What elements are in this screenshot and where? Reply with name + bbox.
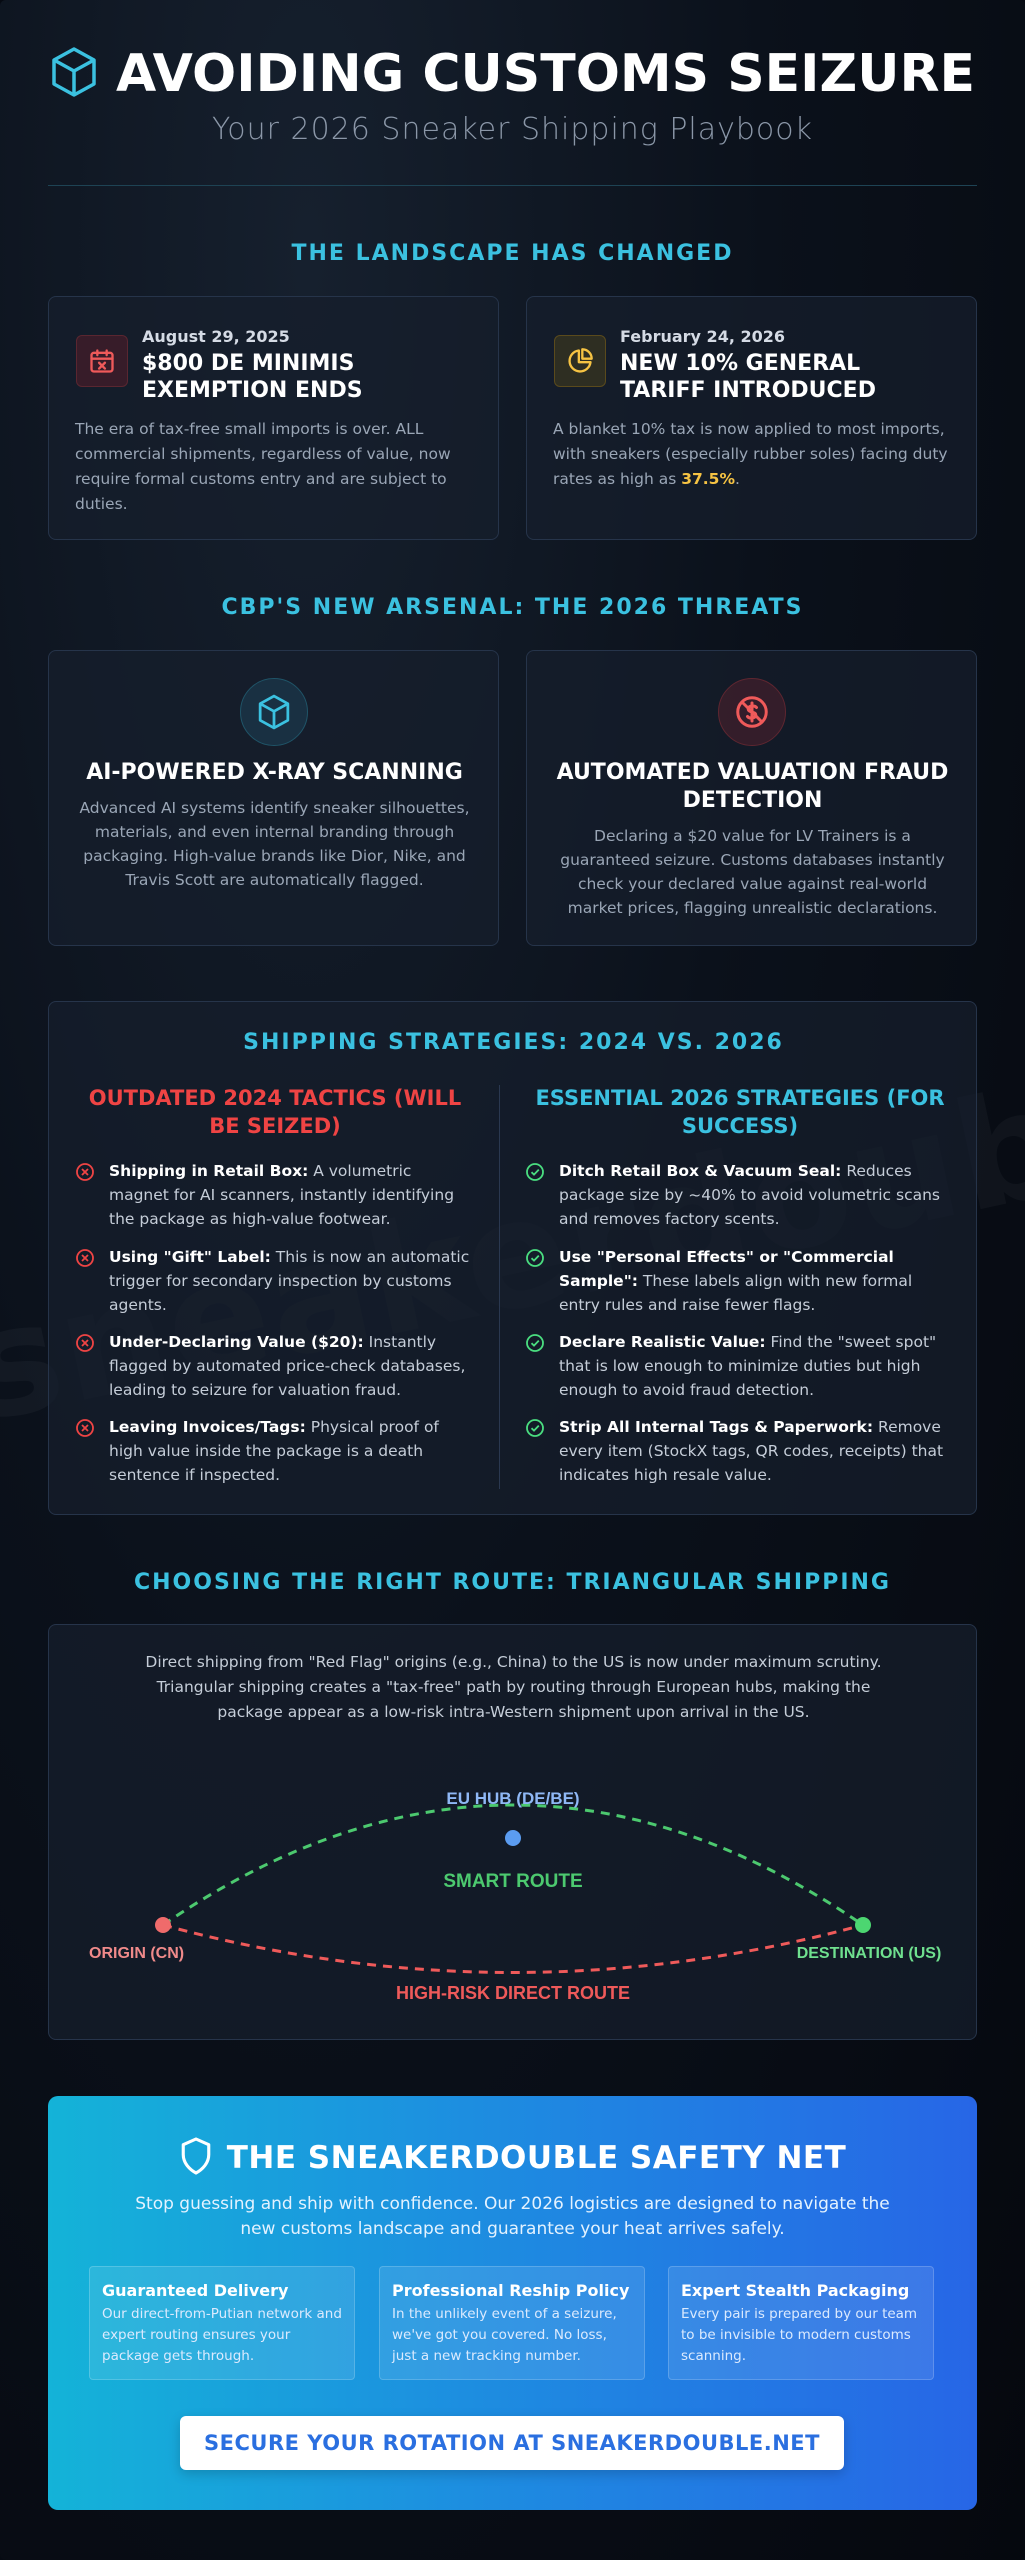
cube-icon	[240, 678, 308, 746]
item-text	[559, 1330, 955, 1402]
card-body	[553, 417, 953, 492]
safety-subtitle: Stop guessing and ship with confidence. Our 2026 logistics are designed to navigate the new customs landscape and guarantee your heat arrives safely.	[135, 2194, 890, 2239]
origin-node	[155, 1917, 171, 1933]
item-label: Ditch Retail Box & Vacuum Seal:	[559, 1162, 842, 1180]
route-intro: Direct shipping from "Red Flag" origins (e.g., China) to the US is now under maximum scrutiny. Triangular shipping creates a "tax-free" path by routing through European hubs, making the package appear as a low-risk intra-Western shipment upon arrival in the US.	[145, 1653, 882, 1721]
calendar-x-icon	[76, 335, 128, 387]
card-body: The era of tax-free small imports is over. ALL commercial shipments, regardless of value, now require formal customs entry and are subject to duties.	[75, 420, 451, 513]
card-date: August 29, 2025	[142, 327, 290, 346]
threat-title: AI-POWERED X-RAY SCANNING	[86, 760, 463, 785]
route-diagram	[49, 1625, 978, 2041]
essential-item	[525, 1330, 955, 1402]
smart-route-path	[163, 1805, 863, 1925]
outdated-item	[75, 1415, 475, 1487]
item-label: Leaving Invoices/Tags:	[109, 1418, 306, 1436]
section-title-threats: CBP'S NEW ARSENAL: THE 2026 THREATS	[221, 595, 804, 620]
feature-guaranteed-delivery	[89, 2266, 355, 2380]
item-description: A volumetric magnet for AI scanners, instantly identifying the package as high-value footwear.	[109, 1162, 455, 1228]
no-dollar-icon	[718, 678, 786, 746]
section-title-route: CHOOSING THE RIGHT ROUTE: TRIANGULAR SHIPPING	[134, 1570, 891, 1595]
feature-title: Professional Reship Policy	[392, 2281, 630, 2300]
essential-item	[525, 1415, 955, 1487]
route-card	[48, 1624, 977, 2040]
item-label: Strip All Internal Tags & Paperwork:	[559, 1418, 874, 1436]
item-text	[109, 1159, 475, 1231]
landscape-card-tariff	[526, 296, 977, 540]
item-text	[559, 1415, 955, 1487]
item-label: Using "Gift" Label:	[109, 1248, 271, 1266]
card-body-end: .	[735, 470, 740, 488]
hub-node	[505, 1830, 521, 1846]
origin-label: ORIGIN (CN)	[89, 1945, 185, 1962]
item-text	[109, 1330, 475, 1402]
x-circle-icon	[75, 1248, 95, 1317]
feature-title: Guaranteed Delivery	[102, 2281, 289, 2300]
safety-title-row	[48, 2136, 977, 2180]
item-description: Reduces package size by ~40% to avoid volumetric scans and removes factory scents.	[559, 1162, 940, 1228]
outdated-item	[75, 1245, 475, 1317]
item-description: These labels align with new formal entry rules and raise fewer flags.	[559, 1272, 913, 1314]
header-divider	[48, 185, 977, 186]
item-description: Remove every item (StockX tags, QR codes, receipts) that indicates high resale value.	[559, 1418, 944, 1484]
shield-icon	[179, 2136, 213, 2180]
smart-route-label: SMART ROUTE	[443, 1871, 583, 1892]
threat-card-valuation	[526, 650, 977, 946]
item-text	[559, 1159, 955, 1231]
tariff-highlight: 37.5%	[681, 470, 735, 488]
feature-body: In the unlikely event of a seizure, we've got you covered. No loss, just a new tracking number.	[392, 2306, 617, 2364]
card-body-text: A blanket 10% tax is now applied to most imports, with sneakers (especially rubber soles) facing duty rates as high as	[553, 420, 948, 488]
header	[0, 44, 1025, 147]
destination-label: DESTINATION (US)	[796, 1945, 942, 1962]
threat-title: AUTOMATED VALUATION FRAUD DETECTION	[556, 760, 949, 813]
safety-title: THE SNEAKERDOUBLE SAFETY NET	[226, 2140, 847, 2176]
pie-chart-icon	[554, 335, 606, 387]
outdated-item	[75, 1330, 475, 1402]
threat-card-xray	[48, 650, 499, 946]
cta-button[interactable]: SECURE YOUR ROTATION AT SNEAKERDOUBLE.NET	[180, 2416, 844, 2470]
item-label: Under-Declaring Value ($20):	[109, 1333, 364, 1351]
card-title: NEW 10% GENERAL TARIFF INTRODUCED	[620, 351, 876, 403]
item-label: Declare Realistic Value:	[559, 1333, 766, 1351]
threat-body: Advanced AI systems identify sneaker silhouettes, materials, and even internal branding through packaging. High-value brands like Dior, Nike, and Travis Scott are automatically flagged.	[79, 799, 470, 889]
item-description: Find the "sweet spot" that is low enough to minimize duties but high enough to avoid fraud detection.	[559, 1333, 937, 1399]
section-title-strategies: SHIPPING STRATEGIES: 2024 VS. 2026	[243, 1030, 784, 1055]
strategies-card	[48, 1001, 977, 1515]
column-divider	[499, 1085, 500, 1489]
check-circle-icon	[525, 1162, 545, 1231]
x-circle-icon	[75, 1418, 95, 1487]
safety-net-panel	[48, 2096, 977, 2510]
item-label: Use "Personal Effects" or "Commercial Sample":	[559, 1248, 894, 1290]
card-title: $800 DE MINIMIS EXEMPTION ENDS	[142, 351, 363, 403]
x-circle-icon	[75, 1333, 95, 1402]
item-description: Physical proof of high value inside the package is a death sentence if inspected.	[109, 1418, 439, 1484]
item-description: This is now an automatic trigger for secondary inspection by customs agents.	[109, 1248, 470, 1314]
feature-stealth-packaging	[668, 2266, 934, 2380]
hub-label: EU HUB (DE/BE)	[446, 1789, 580, 1808]
card-date: February 24, 2026	[620, 327, 785, 346]
essential-item	[525, 1159, 955, 1231]
essential-item	[525, 1245, 955, 1317]
landscape-card-deminimis	[48, 296, 499, 540]
outdated-heading: OUTDATED 2024 TACTICS (WILL BE SEIZED)	[88, 1086, 462, 1138]
item-text	[109, 1245, 475, 1317]
direct-route-label: HIGH-RISK DIRECT ROUTE	[396, 1983, 630, 2003]
check-circle-icon	[525, 1248, 545, 1317]
section-title-landscape: THE LANDSCAPE HAS CHANGED	[291, 241, 734, 266]
check-circle-icon	[525, 1418, 545, 1487]
outdated-item	[75, 1159, 475, 1231]
threat-body: Declaring a $20 value for LV Trainers is a guaranteed seizure. Customs databases instantly check your declared value against real-world market prices, flagging unrealistic declarations.	[560, 827, 945, 917]
check-circle-icon	[525, 1333, 545, 1402]
item-text	[559, 1245, 955, 1317]
cube-icon	[50, 46, 98, 102]
item-description: Instantly flagged by automated price-check databases, leading to seizure for valuation fraud.	[109, 1333, 466, 1399]
page-title: AVOIDING CUSTOMS SEIZURE	[115, 44, 976, 104]
essential-heading: ESSENTIAL 2026 STRATEGIES (FOR SUCCESS)	[535, 1086, 945, 1138]
feature-body: Our direct-from-Putian network and expert routing ensures your package gets through.	[102, 2306, 342, 2364]
destination-node	[855, 1917, 871, 1933]
x-circle-icon	[75, 1162, 95, 1231]
page-subtitle: Your 2026 Sneaker Shipping Playbook	[211, 112, 814, 147]
item-text	[109, 1415, 475, 1487]
item-label: Shipping in Retail Box:	[109, 1162, 309, 1180]
direct-route-path	[163, 1925, 863, 1973]
feature-body: Every pair is prepared by our team to be invisible to modern customs scanning.	[681, 2306, 918, 2364]
feature-reship-policy	[379, 2266, 645, 2380]
feature-title: Expert Stealth Packaging	[681, 2281, 910, 2300]
